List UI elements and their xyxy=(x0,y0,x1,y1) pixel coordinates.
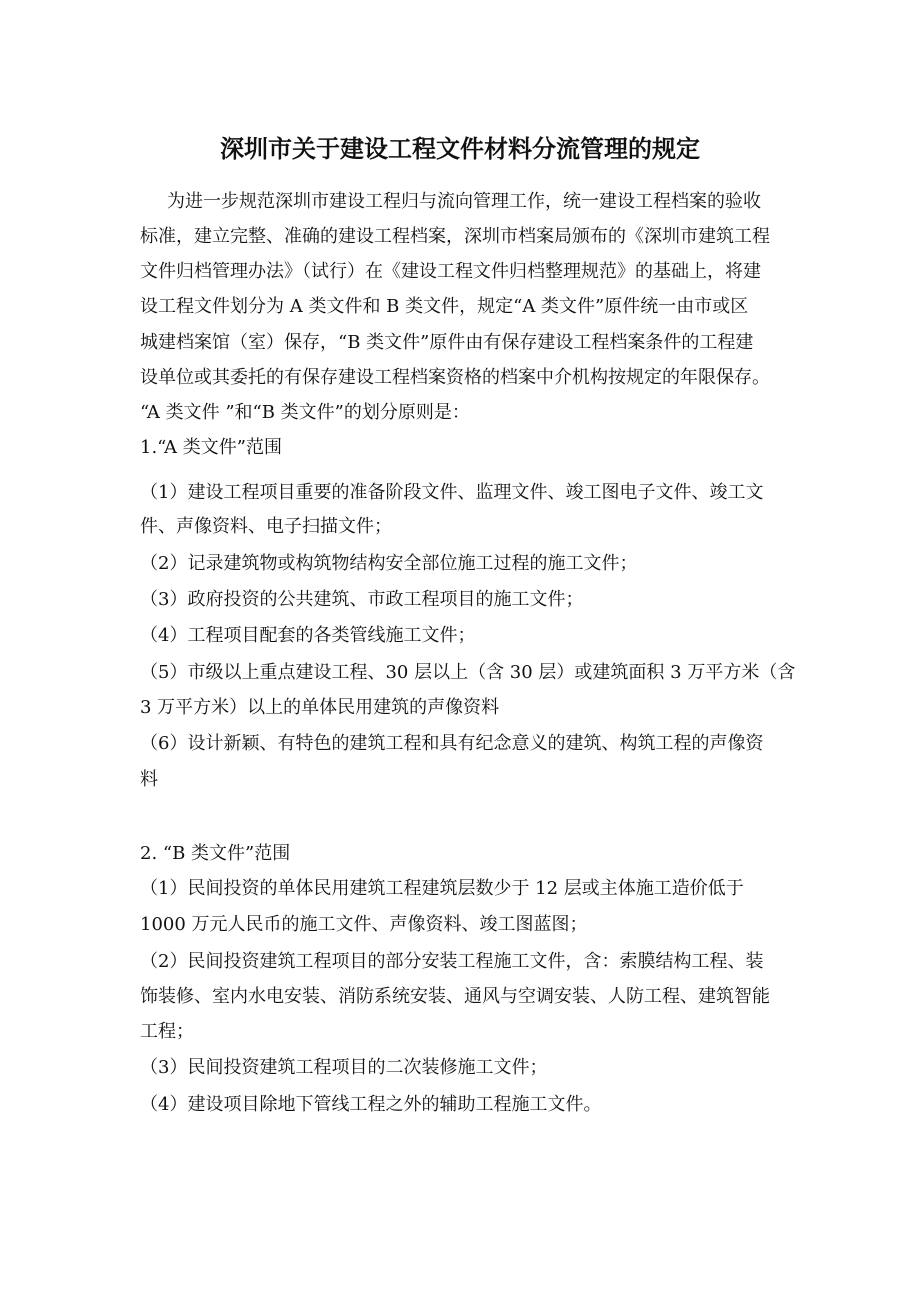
intro-line-4: 设工程文件划分为 A 类文件和 B 类文件，规定“A 类文件”原件统一由市或区 xyxy=(140,296,749,317)
section-a-line: （5）市级以上重点建设工程、30 层以上（含 30 层）或建筑面积 3 万平方米（含 xyxy=(140,662,796,683)
section-b-line: 1000 万元人民币的施工文件、声像资料、竣工图蓝图； xyxy=(140,914,588,935)
document-title: 深圳市关于建设工程文件材料分流管理的规定 xyxy=(220,134,700,163)
section-b-line: 工程； xyxy=(140,1021,194,1042)
intro-line-7: “A 类文件 ”和“B 类文件”的划分原则是： xyxy=(140,402,470,423)
section-a-line: （1）建设工程项目重要的准备阶段文件、监理文件、竣工图电子文件、竣工文 xyxy=(140,482,764,503)
intro-line-2: 标准，建立完整、准确的建设工程档案，深圳市档案局颁布的《深圳市建筑工程 xyxy=(140,226,770,247)
intro-line-3: 文件归档管理办法》（试行）在《建设工程文件归档整理规范》的基础上，将建 xyxy=(140,261,761,282)
section-b-line: 饰装修、室内水电安装、消防系统安装、通风与空调安装、人防工程、建筑智能 xyxy=(140,986,770,1007)
intro-line-5: 城建档案馆（室）保存，“B 类文件”原件由有保存建设工程档案条件的工程建 xyxy=(140,332,754,353)
section-a-line: 料 xyxy=(140,769,158,790)
section-a-heading: 1.“A 类文件”范围 xyxy=(140,437,282,458)
intro-line-6: 设单位或其委托的有保存建设工程档案资格的档案中介机构按规定的年限保存。 xyxy=(140,367,770,388)
section-a-line: （2）记录建筑物或构筑物结构安全部位施工过程的施工文件； xyxy=(140,553,638,574)
section-b-line: （4）建设项目除地下管线工程之外的辅助工程施工文件。 xyxy=(140,1094,602,1115)
section-b-line: （3）民间投资建筑工程项目的二次装修施工文件； xyxy=(140,1057,548,1078)
section-b-line: （1）民间投资的单体民用建筑工程建筑层数少于 12 层或主体施工造价低于 xyxy=(140,878,744,899)
section-a-line: 3 万平方米）以上的单体民用建筑的声像资料 xyxy=(140,697,500,718)
section-a-line: 件、声像资料、电子扫描文件； xyxy=(140,516,392,537)
section-a-line: （6）设计新颖、有特色的建筑工程和具有纪念意义的建筑、构筑工程的声像资 xyxy=(140,733,764,754)
section-a-line: （3）政府投资的公共建筑、市政工程项目的施工文件； xyxy=(140,589,584,610)
section-b-heading: 2. “B 类文件”范围 xyxy=(140,843,291,864)
section-a-line: （4）工程项目配套的各类管线施工文件； xyxy=(140,625,476,646)
section-b-line: （2）民间投资建筑工程项目的部分安装工程施工文件，含：索膜结构工程、装 xyxy=(140,951,764,972)
intro-line-1: 为进一步规范深圳市建设工程归与流向管理工作，统一建设工程档案的验收 xyxy=(167,191,761,212)
